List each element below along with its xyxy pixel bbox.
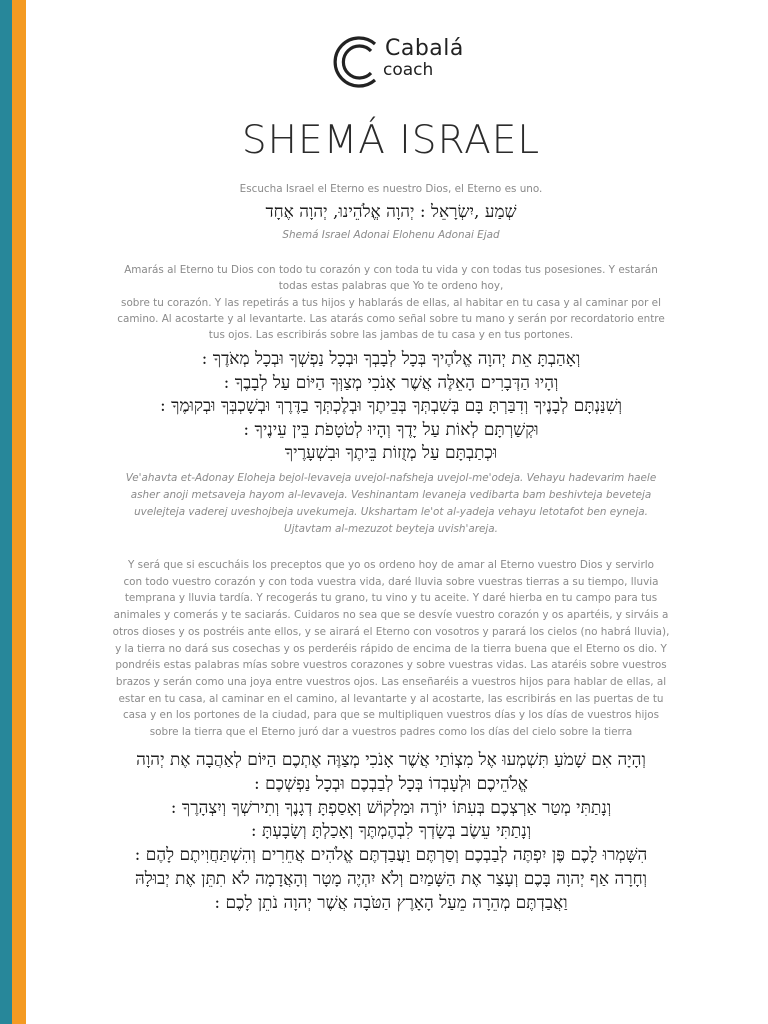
shema-translation: Escucha Israel el Eterno es nuestro Dios, el Eterno es uno.: [239, 183, 543, 195]
teal-side-stripe: [0, 0, 12, 1024]
hebrew-line: וּקְשַׁרְתָּם לְאוֹת עַל יָדֶךָ וְהָיוּ לְטֹטָפֹת בֵּין עֵינֶיךָ :: [243, 419, 539, 440]
vehaya-translation: [40, 557, 742, 741]
logo-name-line2: coach: [383, 60, 434, 80]
translation-line: todas estas palabras que Yo te ordeno hoy,: [278, 280, 504, 293]
hebrew-line: וְשִׁנַּנְתָּם לְבָנֶיךָ וְדִבַּרְתָּ בָּם בְּשִׁבְתְּךָ בְּבֵיתֶךָ וּבְלֶכְתְּךָ בַדֶּרֶךְ וּבְשָׁכְבְּךָ וּבְקוּמֶךָ :: [159, 396, 623, 416]
translation-line: estar en tu casa, al caminar en el camino, al levantarte y al acostarte, las escribirás en las puertas de tu: [118, 692, 664, 705]
veahavta-transliteration: [40, 470, 742, 538]
hebrew-line: שְׁמַע ,יִשְׂרָאֵל : יְהוָה אֱלֹהֵינוּ, יְהוָה אֶחָד: [265, 202, 517, 222]
translation-line: y la tierra no dará sus cosechas y os perderéis rápido de encima de la tierra buena que el Eterno os dio. Y: [115, 642, 667, 655]
translation-line: temprana y lluvia tardía. Y recogerás tu grano, tu vino y tu aceite. Y daré hierba en tu campo para tus: [124, 592, 658, 605]
hebrew-line: וַאֲבַדְתֶּם מְהֵרָה מֵעַל הָאָרֶץ הַטֹּבָה אֲשֶׁר יְהוָה נֹתֵן לָכֶם :: [214, 892, 568, 913]
orange-side-stripe: [12, 0, 26, 1024]
hebrew-line: וְאָהַבְתָּ אֵת יְהוָה אֱלֹהֶיךָ בְּכָל לְבָבְךָ וּבְכָל נַפְשְׁךָ וּבְכָל מְאֹדֶךָ :: [201, 349, 581, 369]
translation-line: Y será que si escucháis los preceptos que yo os ordeno hoy de amar al Eterno vuestro Dios y servirlo: [128, 559, 654, 571]
cabala-coach-logo: [327, 32, 483, 92]
vehaya-hebrew: [40, 749, 742, 916]
hebrew-line: אֱלֹהֵיכֶם וּלְעָבְדוֹ בְּכָל לְבַבְכֶם וּבְכָל נַפְשְׁכֶם :: [253, 773, 528, 794]
hebrew-line: הִשָּׁמְרוּ לָכֶם פֶּן יִפְתֶּה לְבַבְכֶם וְסַרְתֶּם וַעֲבַדְתֶּם אֱלֹהִים אֲחֵרִים וְהִשְׁתַּחֲוִיתֶם לָהֶם :: [134, 845, 648, 866]
translation-line: tus ojos. Las escribirás sobre las jambas de tu casa y en tus portones.: [208, 329, 574, 342]
translation-line: pondréis estas palabras mías sobre vuestros corazones y sobre vuestras vidas. Las ataréis sobre vuestros: [115, 659, 667, 672]
translation-line: camino. Al acostarte y al levantarte. Las atarás como señal sobre tu mano y serán por recordatorio entre: [117, 312, 665, 325]
logo-name-line1: Cabalá: [385, 36, 464, 61]
translation-line: Amarás al Eterno tu Dios con todo tu corazón y con toda tu vida y con todas tus posesiones. Y estarán: [124, 264, 658, 276]
hebrew-line: וּכְתַבְתָּם עַל מְזֻזוֹת בֵּיתֶךָ וּבִשְׁעָרֶיךָ: [284, 443, 498, 463]
transliteration-line: uvelejteja vaderej uveshojbeja uvekumeja. Ukshartam le'ot al-yadeja vehayu letotafot ben eyneja.: [134, 506, 648, 518]
translation-line: animales y comerás y te saciarás. Cuidaros no sea que se desvíe vuestro corazón y os apartéis, y sirváis a: [113, 609, 669, 622]
translation-line: sobre tu corazón. Y las repetirás a tus hijos y hablarás de ellas, al habitar en tu casa y al caminar por el: [121, 296, 661, 309]
logo-c-mark-icon: [327, 32, 389, 92]
translation-line: otros dioses y os postréis ante ellos, y se airará el Eterno con vosotros y parará los cielos (no habrá lluvia),: [112, 625, 670, 638]
shema-hebrew: [40, 203, 742, 222]
translation-line: casa y en los portones de la ciudad, para que se multipliquen vuestros días y los días de vuestros hijos: [122, 709, 660, 722]
veahavta-hebrew: [40, 348, 742, 466]
hebrew-line: וְהָיוּ הַדְּבָרִים הָאֵלֶּה אֲשֶׁר אָנֹכִי מְצַוְּךָ הַיּוֹם עַל לְבָבֶךָ :: [223, 372, 559, 393]
translation-line: brazos y serán como una joya entre vuestros ojos. Las enseñaréis a vuestros hijos para hablar de ellas, al: [115, 675, 667, 688]
hebrew-line: וְהָיָה אִם שָׁמֹעַ תִּשְׁמְעוּ אֶל מִצְוֹתַי אֲשֶׁר אָנֹכִי מְצַוֶּה אֶתְכֶם הַיּוֹם לְאַהֲבָה אֶת יְהוָה: [136, 750, 646, 770]
page-title: SHEMÁ ISRAEL: [241, 118, 541, 163]
transliteration-line: Ve'ahavta et-Adonay Eloheja bejol-levaveja uvejol-nafsheja uvejol-me'odeja. Vehayu hadevarim haele: [125, 472, 657, 484]
translation-line: con todo vuestro corazón y con toda vuestra vida, daré lluvia sobre vuestras tierras a su tiempo, lluvia: [123, 575, 659, 588]
translation-line: sobre la tierra que el Eterno juró dar a vuestros padres como los días del cielo sobre la tierra: [149, 726, 633, 739]
hebrew-line: וְחָרָה אַף יְהוָה בָּכֶם וְעָצַר אֶת הַשָּׁמַיִם וְלֹא יִהְיֶה מָטָר וְהָאֲדָמָה לֹא תִתֵּן אֶת יְבוּלָהּ: [135, 868, 647, 889]
transliteration-line: Ujtavtam al-mezuzot beyteja uvish'areja.: [284, 523, 498, 535]
shema-transliteration: Shemá Israel Adonai Elohenu Adonai Ejad: [282, 229, 500, 241]
hebrew-line: וְנָתַתִּי עֵשֶׂב בְּשָׂדְךָ לִבְהֶמְתֶּךָ וְאָכַלְתָּ וְשָׂבָעְתָּ :: [250, 821, 532, 842]
veahavta-translation: [40, 262, 742, 343]
hebrew-line: וְנָתַתִּי מְטַר אַרְצְכֶם בְּעִתּוֹ יוֹרֶה וּמַלְקוֹשׁ וְאָסַפְתָּ דְגָנֶךָ וְתִירשְׁךָ וְיִצְהָרֶךָ :: [170, 797, 612, 818]
transliteration-line: asher anoji metsaveja hayom al-levaveja. Veshinantam levaneja vedibarta bam beshivteja beveteja: [130, 489, 652, 501]
